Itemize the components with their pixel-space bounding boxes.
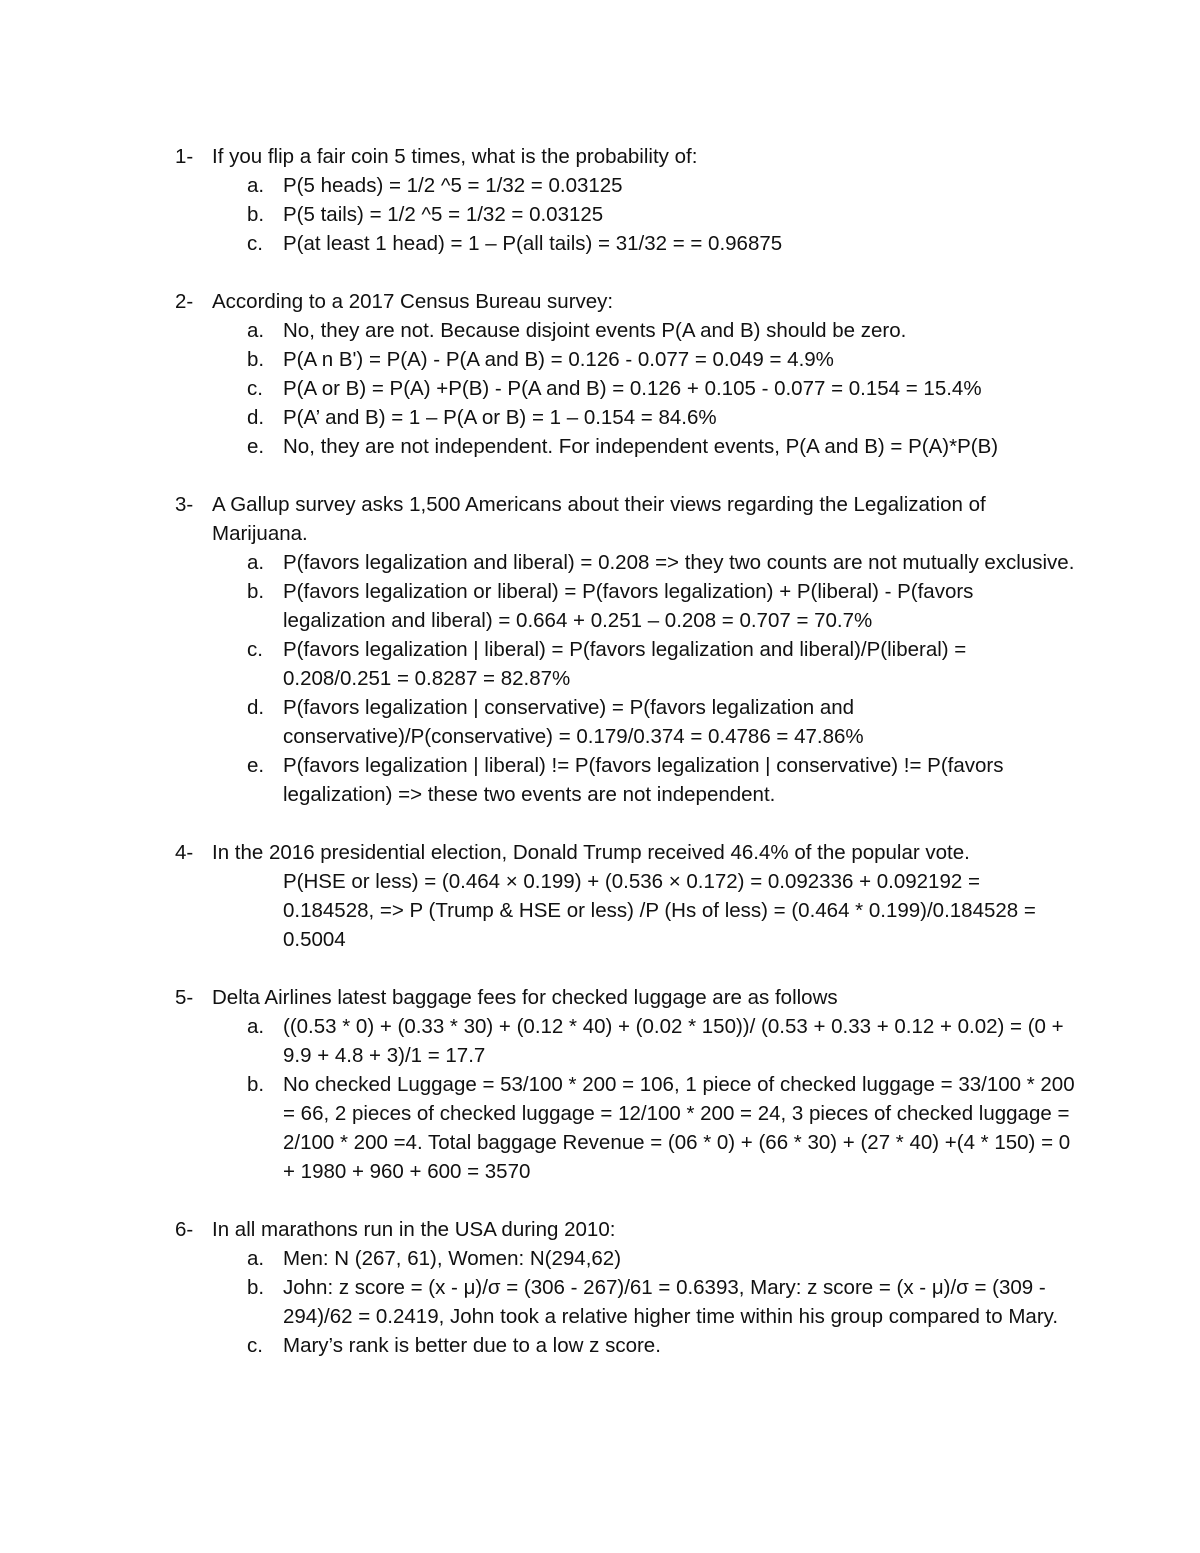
question-number: 6- <box>175 1218 194 1241</box>
item-letter: b. <box>247 580 265 603</box>
item-text: P(A n B') = P(A) - P(A and B) = 0.126 - 0.077 = 0.049 = 4.9% <box>283 348 834 371</box>
item-text: P(favors legalization | conservative) = P(favors legalization and conservative)/P(conservative) = 0.179/0.374 = 0.4786 = 47.86% <box>283 696 864 748</box>
answer-item <box>247 1273 1075 1331</box>
question-number: 5- <box>175 986 194 1009</box>
answer-items <box>212 1012 1075 1186</box>
item-text: P(5 tails) = 1/2 ^5 = 1/32 = 0.03125 <box>283 203 604 226</box>
item-letter: d. <box>247 696 265 719</box>
item-letter: b. <box>247 1276 265 1299</box>
question-text: Delta Airlines latest baggage fees for checked luggage are as follows <box>212 986 838 1009</box>
answer-items <box>212 171 1075 258</box>
answer-item <box>247 1244 1075 1273</box>
question-text: According to a 2017 Census Bureau survey: <box>212 290 614 313</box>
item-text: P(A’ and B) = 1 – P(A or B) = 1 – 0.154 = 84.6% <box>283 406 717 429</box>
item-letter: c. <box>247 377 263 400</box>
item-letter: c. <box>247 232 263 255</box>
item-text: P(A or B) = P(A) +P(B) - P(A and B) = 0.126 + 0.105 - 0.077 = 0.154 = 15.4% <box>283 377 982 400</box>
item-text: P(favors legalization and liberal) = 0.208 => they two counts are not mutually exclusive. <box>283 551 1075 574</box>
item-letter: d. <box>247 406 265 429</box>
answer-list <box>175 142 1075 1389</box>
question-1 <box>175 142 1075 258</box>
answer-item <box>247 432 1075 461</box>
answer-item <box>247 548 1075 577</box>
item-text: ((0.53 * 0) + (0.33 * 30) + (0.12 * 40) + (0.02 * 150))/ (0.53 + 0.33 + 0.12 + 0.02) = (0 + 9.9 + 4.8 + 3)/1 = 17.7 <box>283 1015 1064 1067</box>
item-text: No checked Luggage = 53/100 * 200 = 106, 1 piece of checked luggage = 33/100 * 200 = 66, 2 pieces of checked luggage = 12/100 * 200 = 24, 3 pieces of checked luggage = 2/100 * 200 =4. Total baggage Revenue = (06 * 0) + (66 * 30) + (27 * 40) +(4 * 150) = 0 + 1980 + 960 + 600 = 3570 <box>283 1073 1075 1183</box>
item-letter: c. <box>247 1334 263 1357</box>
answer-item <box>247 403 1075 432</box>
question-5 <box>175 983 1075 1186</box>
question-3 <box>175 490 1075 809</box>
question-text: In all marathons run in the USA during 2010: <box>212 1218 616 1241</box>
question-2 <box>175 287 1075 461</box>
item-letter: a. <box>247 1247 265 1270</box>
item-letter: e. <box>247 754 265 777</box>
question-number: 3- <box>175 493 194 516</box>
answer-items <box>212 316 1075 461</box>
item-text: P(favors legalization | liberal) != P(favors legalization | conservative) != P(favors legalization) => these two events are not independent. <box>283 754 1004 806</box>
answer-item <box>247 316 1075 345</box>
answer-item <box>247 693 1075 751</box>
question-text: In the 2016 presidential election, Donald Trump received 46.4% of the popular vote. <box>212 841 970 864</box>
question-4 <box>175 838 1075 954</box>
item-text: No, they are not independent. For independent events, P(A and B) = P(A)*P(B) <box>283 435 999 458</box>
answer-item <box>247 751 1075 809</box>
question-number: 4- <box>175 841 194 864</box>
answer-items <box>212 548 1075 809</box>
item-text: Mary’s rank is better due to a low z score. <box>283 1334 661 1357</box>
item-letter: e. <box>247 435 265 458</box>
item-text: P(5 heads) = 1/2 ^5 = 1/32 = 0.03125 <box>283 174 623 197</box>
item-letter: a. <box>247 319 265 342</box>
question-6 <box>175 1215 1075 1360</box>
answer-item <box>247 345 1075 374</box>
question-text: If you flip a fair coin 5 times, what is the probability of: <box>212 145 698 168</box>
item-text: P(favors legalization | liberal) = P(favors legalization and liberal)/P(liberal) = 0.208/0.251 = 0.8287 = 82.87% <box>283 638 967 690</box>
question-number: 1- <box>175 145 194 168</box>
answer-item <box>247 171 1075 200</box>
item-text: Men: N (267, 61), Women: N(294,62) <box>283 1247 622 1270</box>
answer-item <box>247 1331 1075 1360</box>
item-letter: b. <box>247 1073 265 1096</box>
answer-item <box>247 374 1075 403</box>
answer-item <box>247 1070 1075 1186</box>
answer-item <box>247 577 1075 635</box>
item-text: John: z score = (x - μ)/σ = (306 - 267)/61 = 0.6393, Mary: z score = (x - μ)/σ = (309 - 294)/62 = 0.2419, John took a relative higher time within his group compared to Mary. <box>283 1276 1059 1328</box>
item-letter: b. <box>247 348 265 371</box>
answer-item <box>247 229 1075 258</box>
question-number: 2- <box>175 290 194 313</box>
answer-items <box>212 1244 1075 1360</box>
item-letter: a. <box>247 551 265 574</box>
answer-item <box>247 200 1075 229</box>
answer-item <box>247 635 1075 693</box>
item-text: P(favors legalization or liberal) = P(favors legalization) + P(liberal) - P(favors legalization and liberal) = 0.664 + 0.251 – 0.208 = 0.707 = 70.7% <box>283 580 974 632</box>
item-letter: c. <box>247 638 263 661</box>
item-text: No, they are not. Because disjoint events P(A and B) should be zero. <box>283 319 907 342</box>
answer-item <box>247 1012 1075 1070</box>
item-letter: b. <box>247 203 265 226</box>
item-letter: a. <box>247 174 265 197</box>
question-text: A Gallup survey asks 1,500 Americans about their views regarding the Legalization of Marijuana. <box>212 493 986 545</box>
item-text: P(at least 1 head) = 1 – P(all tails) = 31/32 = = 0.96875 <box>283 232 783 255</box>
item-letter: a. <box>247 1015 265 1038</box>
answer-text: P(HSE or less) = (0.464 × 0.199) + (0.536 × 0.172) = 0.092336 + 0.092192 = 0.184528, => P (Trump & HSE or less) /P (Hs of less) = (0.464 * 0.199)/0.184528 = 0.5004 <box>283 870 1036 951</box>
